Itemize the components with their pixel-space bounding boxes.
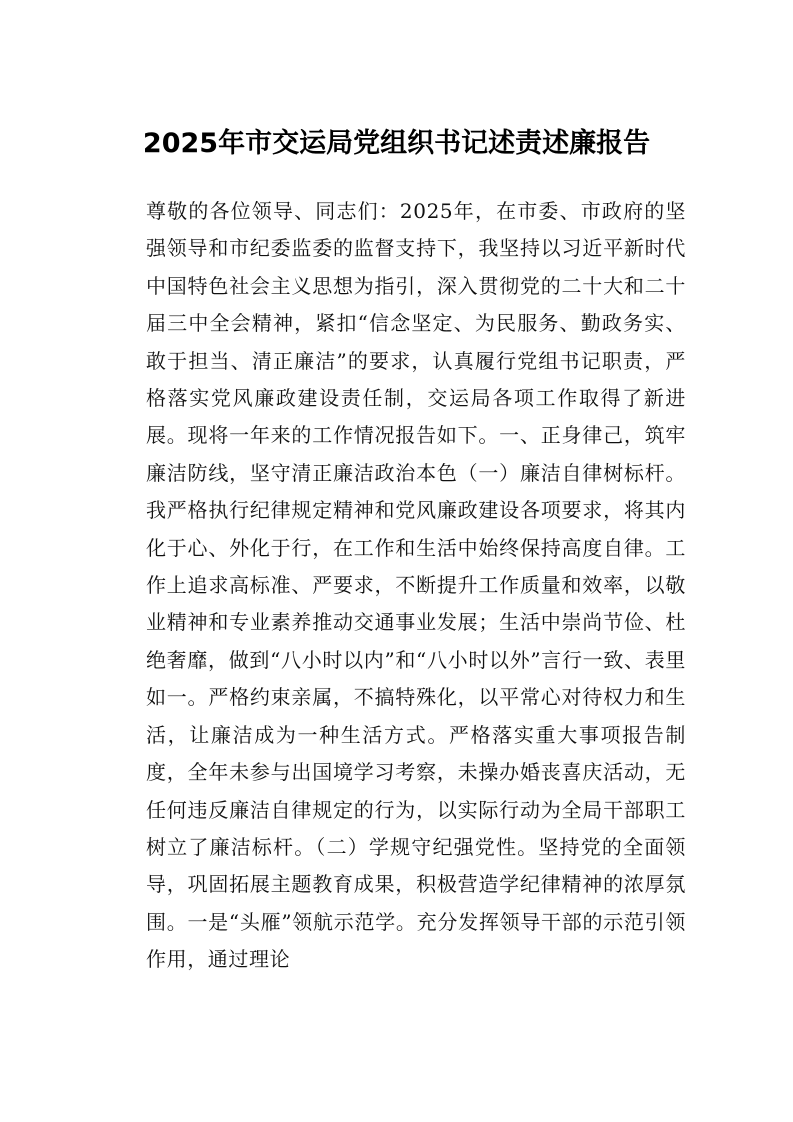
document-body-text: 尊敬的各位领导、同志们：2025年，在市委、市政府的坚强领导和市纪委监委的监督支持下，我坚持以习近平新时代中国特色社会主义思想为指引，深入贯彻党的二十大和二十届三中全会精神，紧扣“信念坚定、为民服务、勤政务实、敢于担当、清正廉洁”的要求，认真履行党组书记职责，严格落实党风廉政建设责任制，交运局各项工作取得了新进展。现将一年来的工作情况报告如下。一、正身律己，筑牢廉洁防线，坚守清正廉洁政治本色（一）廉洁自律树标杆。我严格执行纪律规定精神和党风廉政建设各项要求，将其内化于心、外化于行，在工作和生活中始终保持高度自律。工作上追求高标准、严要求，不断提升工作质量和效率，以敬业精神和专业素养推动交通事业发展；生活中崇尚节俭、杜绝奢靡，做到“八小时以内”和“八小时以外”言行一致、表里如一。严格约束亲属，不搞特殊化，以平常心对待权力和生活，让廉洁成为一种生活方式。严格落实重大事项报告制度，全年未参与出国境学习考察，未操办婚丧喜庆活动，无任何违反廉洁自律规定的行为，以实际行动为全局干部职工树立了廉洁标杆。（二）学规守纪强党性。坚持党的全面领导，巩固拓展主题教育成果，积极营造学纪律精神的浓厚氛围。一是“头雁”领航示范学。充分发挥领导干部的示范引领作用，通过理论 bbox=[146, 199, 686, 972]
document-title: 2025年市交运局党组织书记述责述廉报告 bbox=[142, 128, 651, 159]
